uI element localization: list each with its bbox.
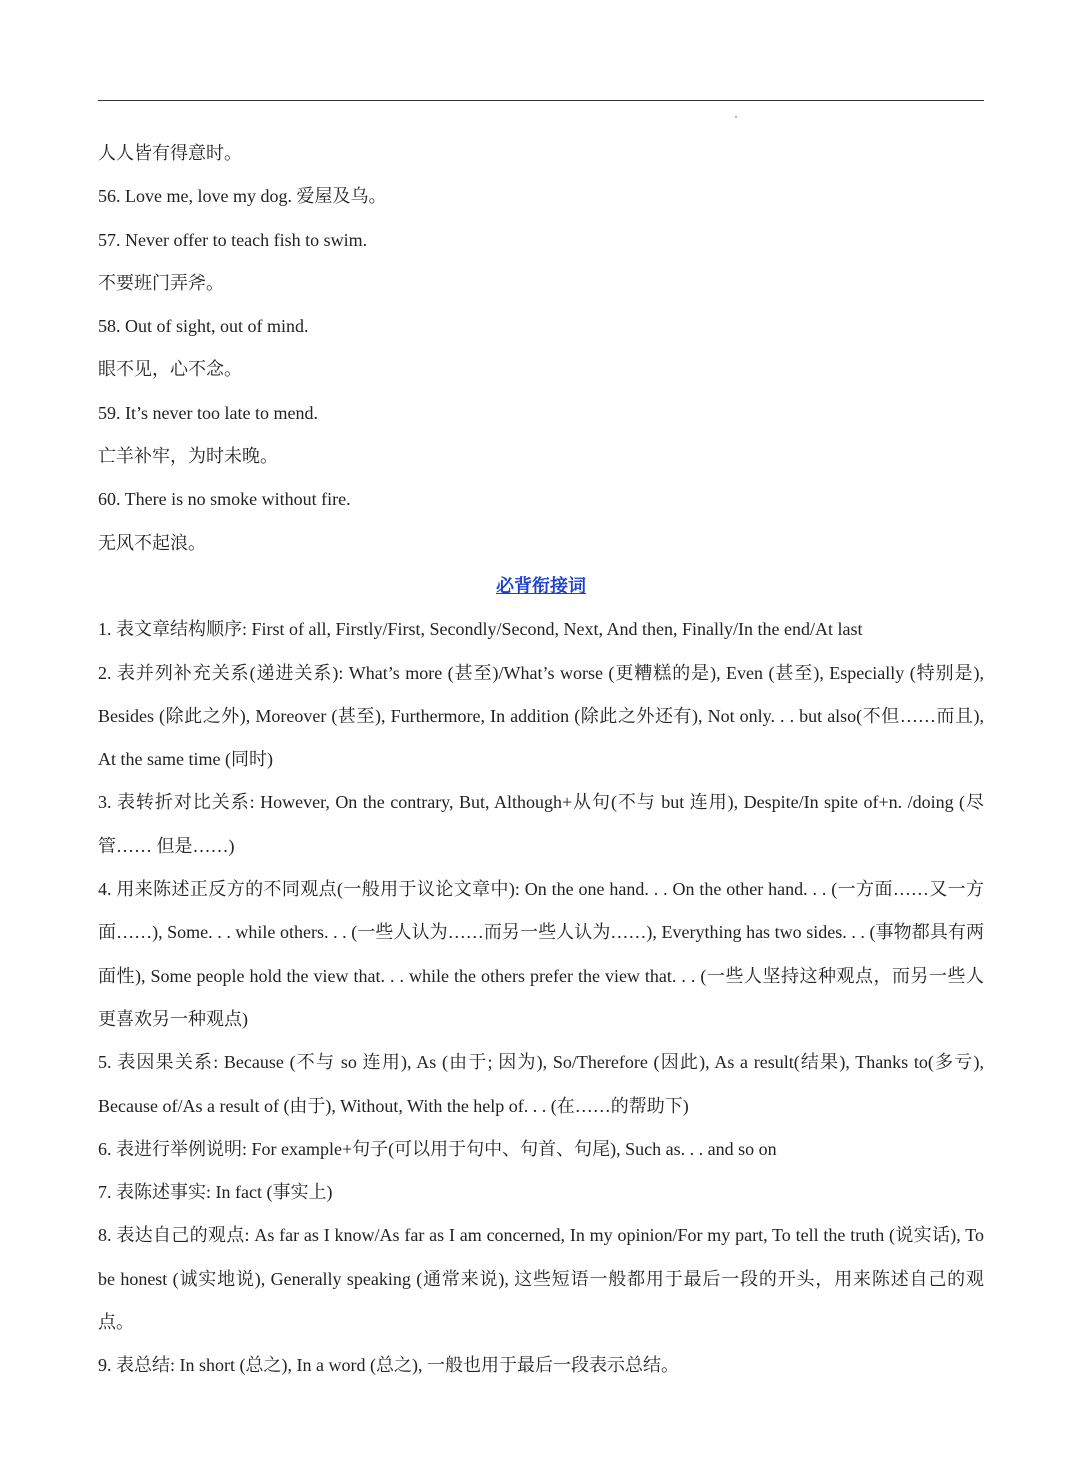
- proverb-line: 60. There is no smoke without fire.: [98, 489, 351, 510]
- proverb-line: 59. It’s never too late to mend.: [98, 402, 318, 423]
- page-content: [98, 132, 984, 1388]
- scan-speck: [735, 116, 737, 118]
- connective-paragraph: 8. 表达自己的观点: As far as I know/As far as I am concerned, In my opinion/For my part, To tell the truth (说实话), To be honest (诚实地说), Generally speaking (通常来说), 这些短语一般都用于最后一段的开头，用来陈述自己的观点。: [98, 1225, 984, 1333]
- connective-paragraph: 7. 表陈述事实: In fact (事实上): [98, 1182, 333, 1203]
- proverb-line: 亡羊补牢，为时未晚。: [98, 446, 278, 467]
- proverb-line: 人人皆有得意时。: [98, 143, 242, 163]
- connective-paragraph: 5. 表因果关系: Because (不与 so 连用), As (由于; 因为), So/Therefore (因此), As a result(结果), Thanks to(多亏), Because of/As a result of (由于), Without, With the help of. . . (在……的帮助下): [98, 1052, 984, 1116]
- proverb-line: 眼不见，心不念。: [98, 359, 242, 380]
- header-rule: [98, 100, 984, 101]
- connective-paragraph: 3. 表转折对比关系: However, On the contrary, But, Although+从句(不与 but 连用), Despite/In spite of+n. /doing (尽管…… 但是……): [98, 792, 984, 856]
- connective-paragraph: 1. 表文章结构顺序: First of all, Firstly/First, Secondly/Second, Next, And then, Finally/In the end/At last: [98, 619, 863, 640]
- connective-paragraph: 6. 表进行举例说明: For example+句子(可以用于句中、句首、句尾), Such as. . . and so on: [98, 1138, 777, 1159]
- connective-paragraph: 9. 表总结: In short (总之), In a word (总之), 一般也用于最后一段表示总结。: [98, 1355, 679, 1376]
- proverb-line: 57. Never offer to teach fish to swim.: [98, 229, 368, 250]
- proverb-line: 56. Love me, love my dog. 爱屋及乌。: [98, 186, 387, 207]
- proverb-line: 58. Out of sight, out of mind.: [98, 316, 309, 337]
- proverb-line: 无风不起浪。: [98, 532, 206, 553]
- connective-paragraph: 2. 表并列补充关系(递进关系): What’s more (甚至)/What’s worse (更糟糕的是), Even (甚至), Especially (特别是), Besides (除此之外), Moreover (甚至), Furthermore, In addition (除此之外还有), Not only. . . but also(不但……而且), At the same time (同时): [98, 662, 984, 770]
- connective-paragraph: 4. 用来陈述正反方的不同观点(一般用于议论文章中): On the one hand. . . On the other hand. . . (一方面……又一方面……), Some. . . while others. . . (一些人认为……而另一些人认为……), Everything has two sides. . . (事物都具有两面性), Some people hold the view that. . . while the others prefer the view that. . . (一些人坚持这种观点，而另一些人更喜欢另一种观点): [98, 879, 984, 1029]
- proverb-line: 不要班门弄斧。: [98, 272, 224, 293]
- section-title: 必背衔接词: [496, 575, 586, 596]
